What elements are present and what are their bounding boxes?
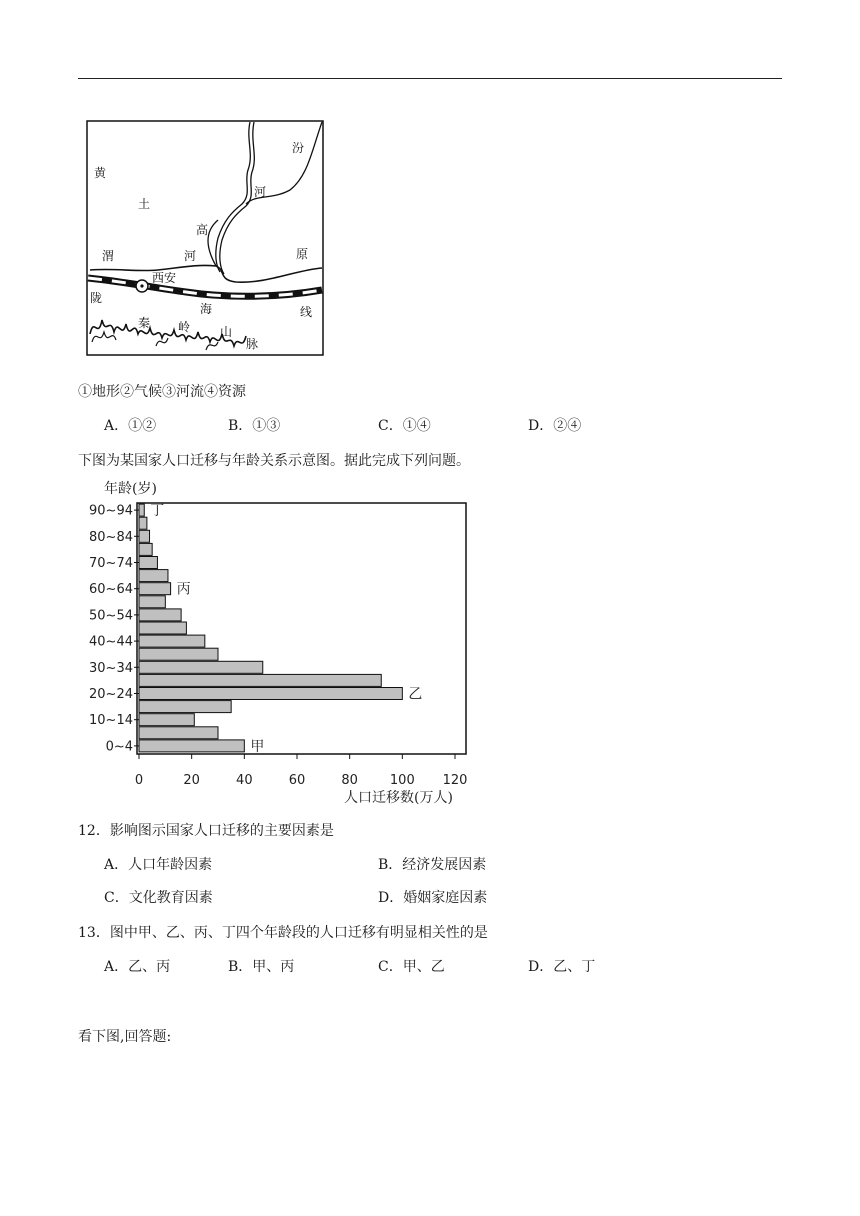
prev-option-d[interactable]: D．②④ [528,418,582,434]
bar-90~94 [139,504,144,516]
bar-annotation: 乙 [408,686,423,703]
q13-option-c[interactable]: C．甲、乙 [378,959,445,975]
y-tick-label: 20~24 [89,687,133,702]
map-label-he2: 河 [254,185,267,199]
x-tick-label: 40 [236,773,253,788]
bar-70~74 [139,557,157,569]
y-tick-label: 40~44 [89,634,133,650]
map-label-gao: 高 [196,223,209,237]
y-tick-label: 0~4 [105,739,133,755]
bar-annotation: 丁 [150,503,165,520]
map-label-xian: 西安 [152,271,177,285]
bar-annotation: 甲 [250,738,265,755]
bar-10~14 [139,714,194,726]
header-rule [78,78,782,79]
y-tick-label: 30~34 [89,660,133,676]
bar-55~59 [139,596,165,608]
y-tick-label: 80~84 [89,529,133,545]
map-label-long: 陇 [90,291,103,305]
next-question-prompt: 看下图,回答题: [78,1029,172,1045]
bar-5~9 [139,727,218,739]
bar-20~24 [139,688,402,700]
q12-option-d[interactable]: D．婚姻家庭因素 [378,890,488,906]
chart-xlabel: 人口迁移数(万人) [344,790,453,806]
q12-option-b[interactable]: B．经济发展因素 [378,857,487,873]
map-label-yuan: 原 [296,247,309,261]
map-label-tu: 土 [138,197,151,211]
q13-stem: 13．图中甲、乙、丙、丁四个年龄段的人口迁移有明显相关性的是 [78,925,488,941]
bar-30~34 [139,661,263,673]
map-label-wei: 渭 [102,249,115,263]
q13-option-b[interactable]: B．甲、丙 [228,959,295,975]
y-tick-label: 70~74 [89,556,133,571]
map-label-hai: 海 [200,302,213,316]
map-label-fen: 汾 [292,141,305,155]
q13-option-d[interactable]: D．乙、丁 [528,959,596,975]
map-label-qin: 秦 [138,316,151,330]
bar-65~69 [139,570,168,582]
map-label-xian2: 线 [300,305,313,319]
q12-option-c[interactable]: C．文化教育因素 [104,890,213,906]
chart-ylabel: 年龄(岁) [104,481,157,497]
bar-annotation: 丙 [176,581,191,598]
x-tick-label: 20 [183,773,200,788]
q12-option-a[interactable]: A．人口年龄因素 [104,857,213,873]
q13-option-a[interactable]: A．乙、丙 [104,959,171,975]
bar-15~19 [139,701,231,713]
chart-intro: 下图为某国家人口迁移与年龄关系示意图。据此完成下列问题。 [78,453,470,469]
x-tick-label: 0 [134,773,144,788]
bar-85~89 [139,517,147,529]
bar-60~64 [139,583,171,595]
x-tick-label: 120 [442,773,468,788]
bar-40~44 [139,635,205,647]
y-tick-label: 60~64 [89,582,133,598]
bar-80~84 [139,530,150,542]
y-tick-label: 10~14 [89,713,133,729]
y-tick-label: 90~94 [89,503,133,519]
map-label-huang: 黄 [94,166,107,180]
bar-75~79 [139,543,152,555]
x-tick-label: 60 [288,773,306,788]
bar-45~49 [139,622,186,634]
bar-25~29 [139,674,381,686]
prev-option-b[interactable]: B．①③ [228,418,281,434]
prev-option-a[interactable]: A．①② [104,418,157,434]
map-label-ling: 岭 [178,320,191,334]
bar-0~4 [139,740,244,752]
migration-age-chart [84,476,484,808]
bar-35~39 [139,648,218,660]
map-figure [86,120,324,356]
y-tick-label: 50~54 [89,608,133,624]
prev-option-c[interactable]: C．①④ [378,418,431,434]
map-label-shan: 山 [220,325,233,339]
map-label-mai: 脉 [246,337,259,351]
x-tick-label: 100 [389,773,415,788]
prev-question-items: ①地形②气候③河流④资源 [78,384,246,400]
q12-stem: 12．影响图示国家人口迁移的主要因素是 [78,823,334,839]
bar-50~54 [139,609,181,621]
x-tick-label: 80 [341,773,358,788]
map-label-he1: 河 [184,249,197,263]
